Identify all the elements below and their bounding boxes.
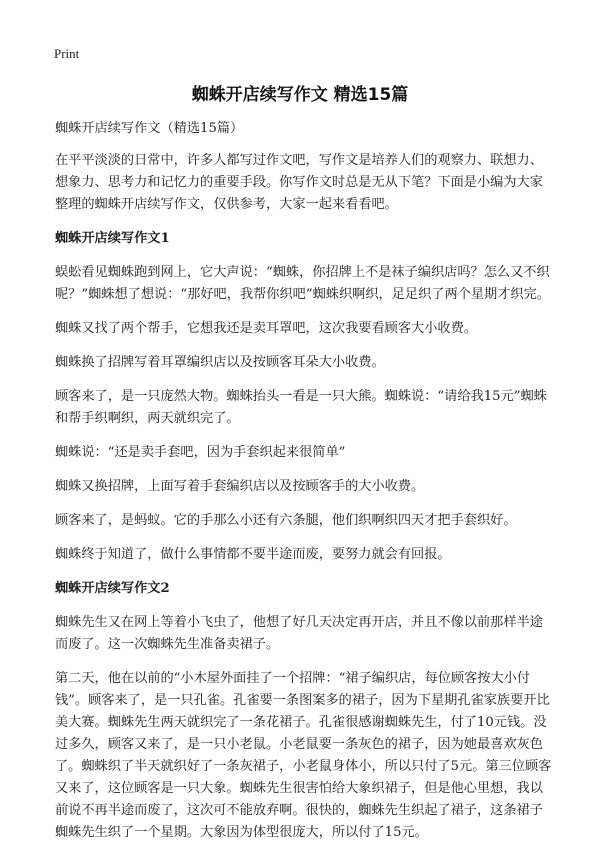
article-subtitle: 蜘蛛开店续写作文（精选15篇） bbox=[55, 121, 244, 136]
paragraph: 蜘蛛终于知道了，做什么事情都不要半途而废，要努力就会有回报。 bbox=[55, 547, 451, 562]
section-heading: 蜘蛛开店续写作文1 bbox=[55, 231, 170, 246]
paragraph: 蜘蛛先生又在网上等着小飞虫了，他想了好几天决定再开店，并且不像以前那样半途而废了。这一次蜘蛛先生准备卖裙子。 bbox=[55, 615, 543, 652]
page-title: 蜘蛛开店续写作文 精选15篇 bbox=[191, 85, 409, 105]
article-body bbox=[55, 118, 553, 856]
paragraph: 蜘蛛说：“还是卖手套吧，因为手套织起来很简单” bbox=[55, 445, 346, 460]
intro-paragraph: 在平平淡淡的日常中，许多人都写过作文吧，写作文是培养人们的观察力、联想力、想象力、思考力和记忆力的重要手段。你写作文时总是无从下笔？下面是小编为大家整理的蜘蛛开店续写作文，仅供参考，大家一起来看看吧。 bbox=[55, 153, 543, 212]
paragraph: 蜈蚣看见蜘蛛跑到网上，它大声说：“蜘蛛，你招牌上不是袜子编织店吗？怎么又不织呢？”蜘蛛想了想说：“那好吧，我帮你织吧”蜘蛛织啊织，足足织了两个星期才织完。 bbox=[55, 265, 550, 302]
print-link[interactable]: Print bbox=[54, 46, 80, 61]
section-heading: 蜘蛛开店续写作文2 bbox=[55, 581, 170, 596]
paragraph: 蜘蛛又找了两个帮手，它想我还是卖耳罩吧，这次我要看顾客大小收费。 bbox=[55, 321, 477, 336]
paragraph: 蜘蛛又换招牌，上面写着手套编织店以及按顾客手的大小收费。 bbox=[55, 479, 425, 494]
paragraph: 蜘蛛换了招牌写着耳罩编织店以及按顾客耳朵大小收费。 bbox=[55, 355, 385, 370]
paragraph: 第二天，他在以前的“小木屋外面挂了一个招牌：“裙子编织店，每位顾客按大小付钱”。顾客来了，是一只孔雀。孔雀要一条图案多的裙子，因为下星期孔雀家族要开比美大赛。蜘蛛先生两天就织完了一条花裙子。孔雀很感谢蜘蛛先生，付了10元钱。没过多久，顾客又来了，是一只小老鼠。小老鼠要一条灰色的裙子，因为她最喜欢灰色了。蜘蛛织了半天就织好了一条灰裙子，小老鼠身体小，所以只付了5元。第三位顾客又来了，这位顾客是一只大象。蜘蛛先生很害怕给大象织裙子，但是他心里想，我以前说不再半途而废了，这次可不能放弃啊。很快的，蜘蛛先生织起了裙子，这条裙子蜘蛛先生织了一个星期。大象因为体型很庞大，所以付了15元。 bbox=[55, 671, 552, 840]
paragraph: 顾客来了，是蚂蚁。它的手那么小还有六条腿，他们织啊织四天才把手套织好。 bbox=[55, 513, 517, 528]
paragraph: 顾客来了，是一只庞然大物。蜘蛛抬头一看是一只大熊。蜘蛛说：“请给我15元”蜘蛛和帮手织啊织，两天就织完了。 bbox=[55, 389, 547, 426]
